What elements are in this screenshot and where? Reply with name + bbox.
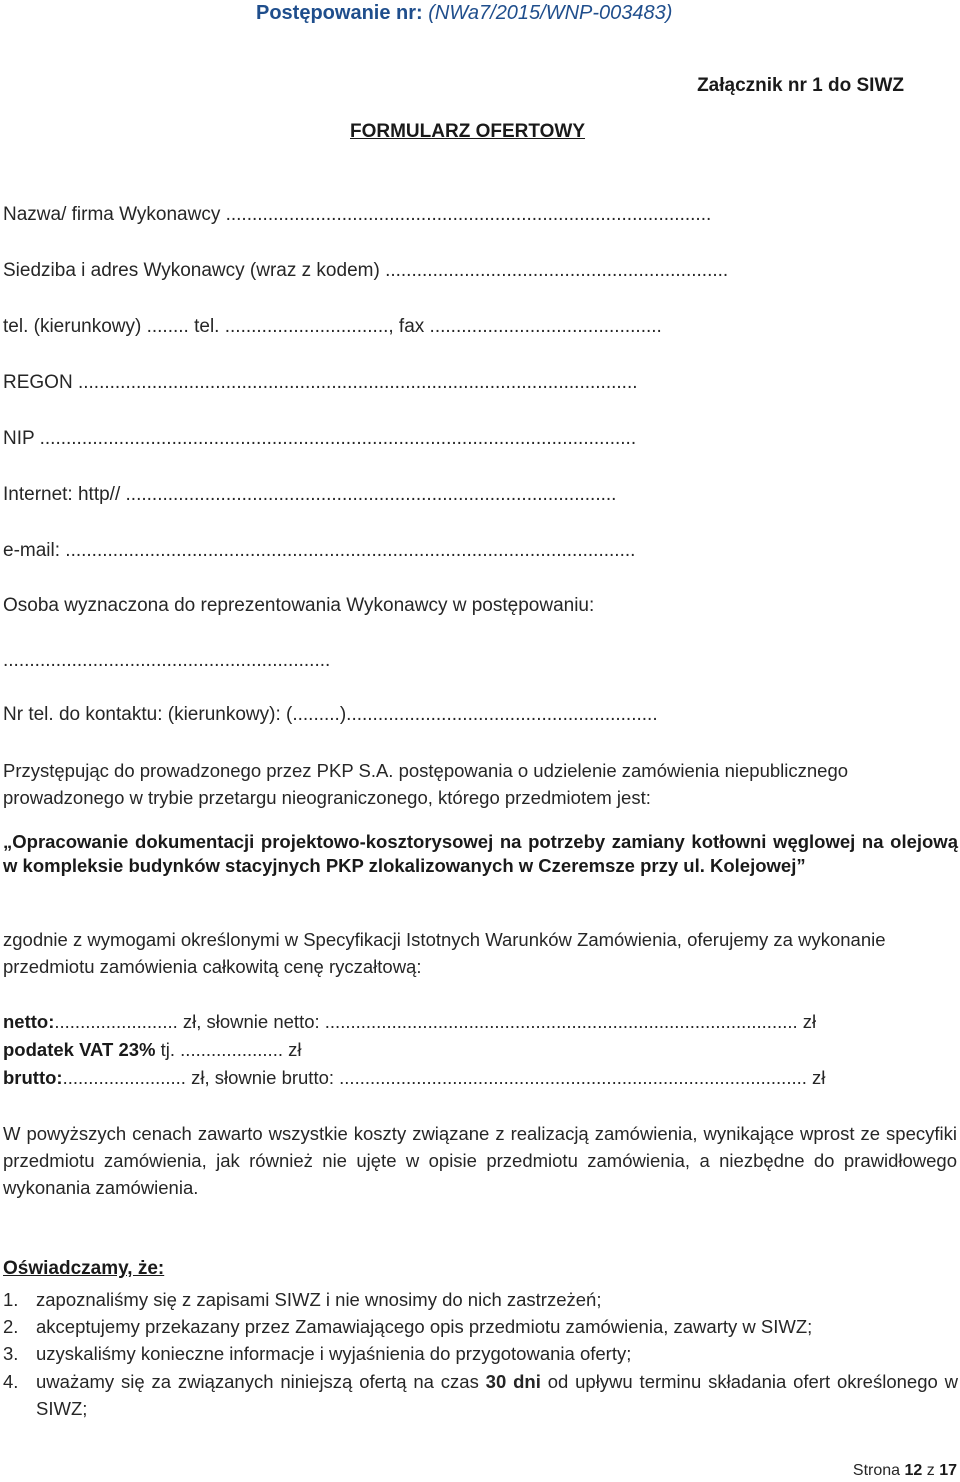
price-vat-line bbox=[3, 1039, 301, 1061]
declaration-item bbox=[3, 1368, 958, 1422]
declaration-item bbox=[3, 1286, 958, 1313]
vat-label: podatek VAT 23% bbox=[3, 1039, 156, 1060]
field-regon: REGON .......................................................................................................... bbox=[3, 372, 638, 393]
field-representative-label: Osoba wyznaczona do reprezentowania Wykonawcy w postępowaniu: bbox=[3, 595, 595, 616]
declaration-number: 1. bbox=[3, 1289, 19, 1310]
costs-paragraph: W powyższych cenach zawarto wszystkie koszty związane z realizacją zamówienia, wynikające wprost ze specyfiki przedmiotu zamówienia, jak również nie ujęte w opisie przedmiotu zamówienia, a niezbędne do prawidłowego wykonania zamówienia. bbox=[3, 1123, 957, 1198]
order-subject: „Opracowanie dokumentacji projektowo-kosztorysowej na potrzeby zamiany kotłowni węglowej na olejową w kompleksie budynków stacyjnych PKP zlokalizowanych w Czeremsze przy ul. Kolejowej” bbox=[3, 831, 958, 876]
procedure-number: (NWa7/2015/WNP-003483) bbox=[428, 2, 673, 24]
declaration-item bbox=[3, 1313, 958, 1340]
form-title: FORMULARZ OFERTOWY bbox=[350, 121, 586, 142]
attachment-label: Załącznik nr 1 do SIWZ bbox=[697, 75, 904, 96]
vat-blank: tj. .................... zł bbox=[155, 1039, 302, 1060]
field-company-name: Nazwa/ firma Wykonawcy ............................................................................................ bbox=[3, 204, 712, 225]
procedure-header bbox=[256, 2, 672, 25]
field-internet: Internet: http// ............................................................................................. bbox=[3, 484, 617, 505]
declaration-item bbox=[3, 1340, 958, 1367]
declarations-title: Oświadczamy, że: bbox=[3, 1258, 165, 1279]
declaration-text: zapoznaliśmy się z zapisami SIWZ i nie wnosimy do nich zastrzeżeń; bbox=[36, 1289, 602, 1310]
declaration-text bbox=[36, 1368, 958, 1422]
brutto-label: brutto: bbox=[3, 1067, 63, 1088]
field-email: e-mail: ............................................................................................................ bbox=[3, 540, 636, 561]
declaration-number: 3. bbox=[3, 1343, 19, 1364]
price-brutto-line bbox=[3, 1067, 825, 1089]
page-number: 12 bbox=[904, 1462, 923, 1479]
netto-label: netto: bbox=[3, 1011, 55, 1032]
declaration-term: 30 dni bbox=[485, 1371, 541, 1392]
declaration-text: uzyskaliśmy konieczne informacje i wyjaśnienia do przygotowania oferty; bbox=[36, 1343, 632, 1364]
brutto-blank: ........................ zł, słownie brutto: ........................................................................................... zł bbox=[62, 1067, 826, 1088]
intro-paragraph: Przystępując do prowadzonego przez PKP S.A. postępowania o udzielenie zamówienia niepublicznego prowadzonego w trybie przetargu nieograniczonego, którego przedmiotem jest: bbox=[3, 760, 849, 808]
field-nip: NIP ................................................................................................................. bbox=[3, 428, 637, 449]
page-of-label: z bbox=[926, 1462, 935, 1479]
declaration-text: akceptujemy przekazany przez Zamawiającego opis przedmiotu zamówienia, zawarty w SIWZ; bbox=[36, 1316, 813, 1337]
field-address: Siedziba i adres Wykonawcy (wraz z kodem) ................................................................. bbox=[3, 260, 729, 281]
procedure-label: Postępowanie nr: bbox=[256, 2, 423, 24]
declaration-text-part: od upływu terminu składania ofert określonego w SIWZ; bbox=[36, 1371, 958, 1419]
page-total: 17 bbox=[939, 1462, 957, 1479]
declaration-number: 4. bbox=[3, 1371, 19, 1392]
netto-blank: ........................ zł, słownie netto: ............................................................................................ zł bbox=[54, 1011, 817, 1032]
page-label: Strona bbox=[852, 1462, 901, 1479]
page-footer bbox=[853, 1462, 957, 1480]
declaration-number: 2. bbox=[3, 1316, 19, 1337]
price-netto-line bbox=[3, 1011, 816, 1033]
field-representative-blank: .............................................................. bbox=[3, 650, 331, 671]
offer-paragraph: zgodnie z wymogami określonymi w Specyfikacji Istotnych Warunków Zamówienia, oferujemy za wykonanie przedmiotu zamówienia całkowitą cenę ryczałtową: bbox=[3, 929, 886, 977]
field-phone-fax: tel. (kierunkowy) ........ tel. ..............................., fax ............................................ bbox=[3, 316, 662, 337]
field-contact-phone: Nr tel. do kontaktu: (kierunkowy): (.........)........................................................... bbox=[3, 704, 658, 725]
declaration-text-part: uważamy się za związanych niniejszą ofertą na czas bbox=[36, 1371, 486, 1392]
